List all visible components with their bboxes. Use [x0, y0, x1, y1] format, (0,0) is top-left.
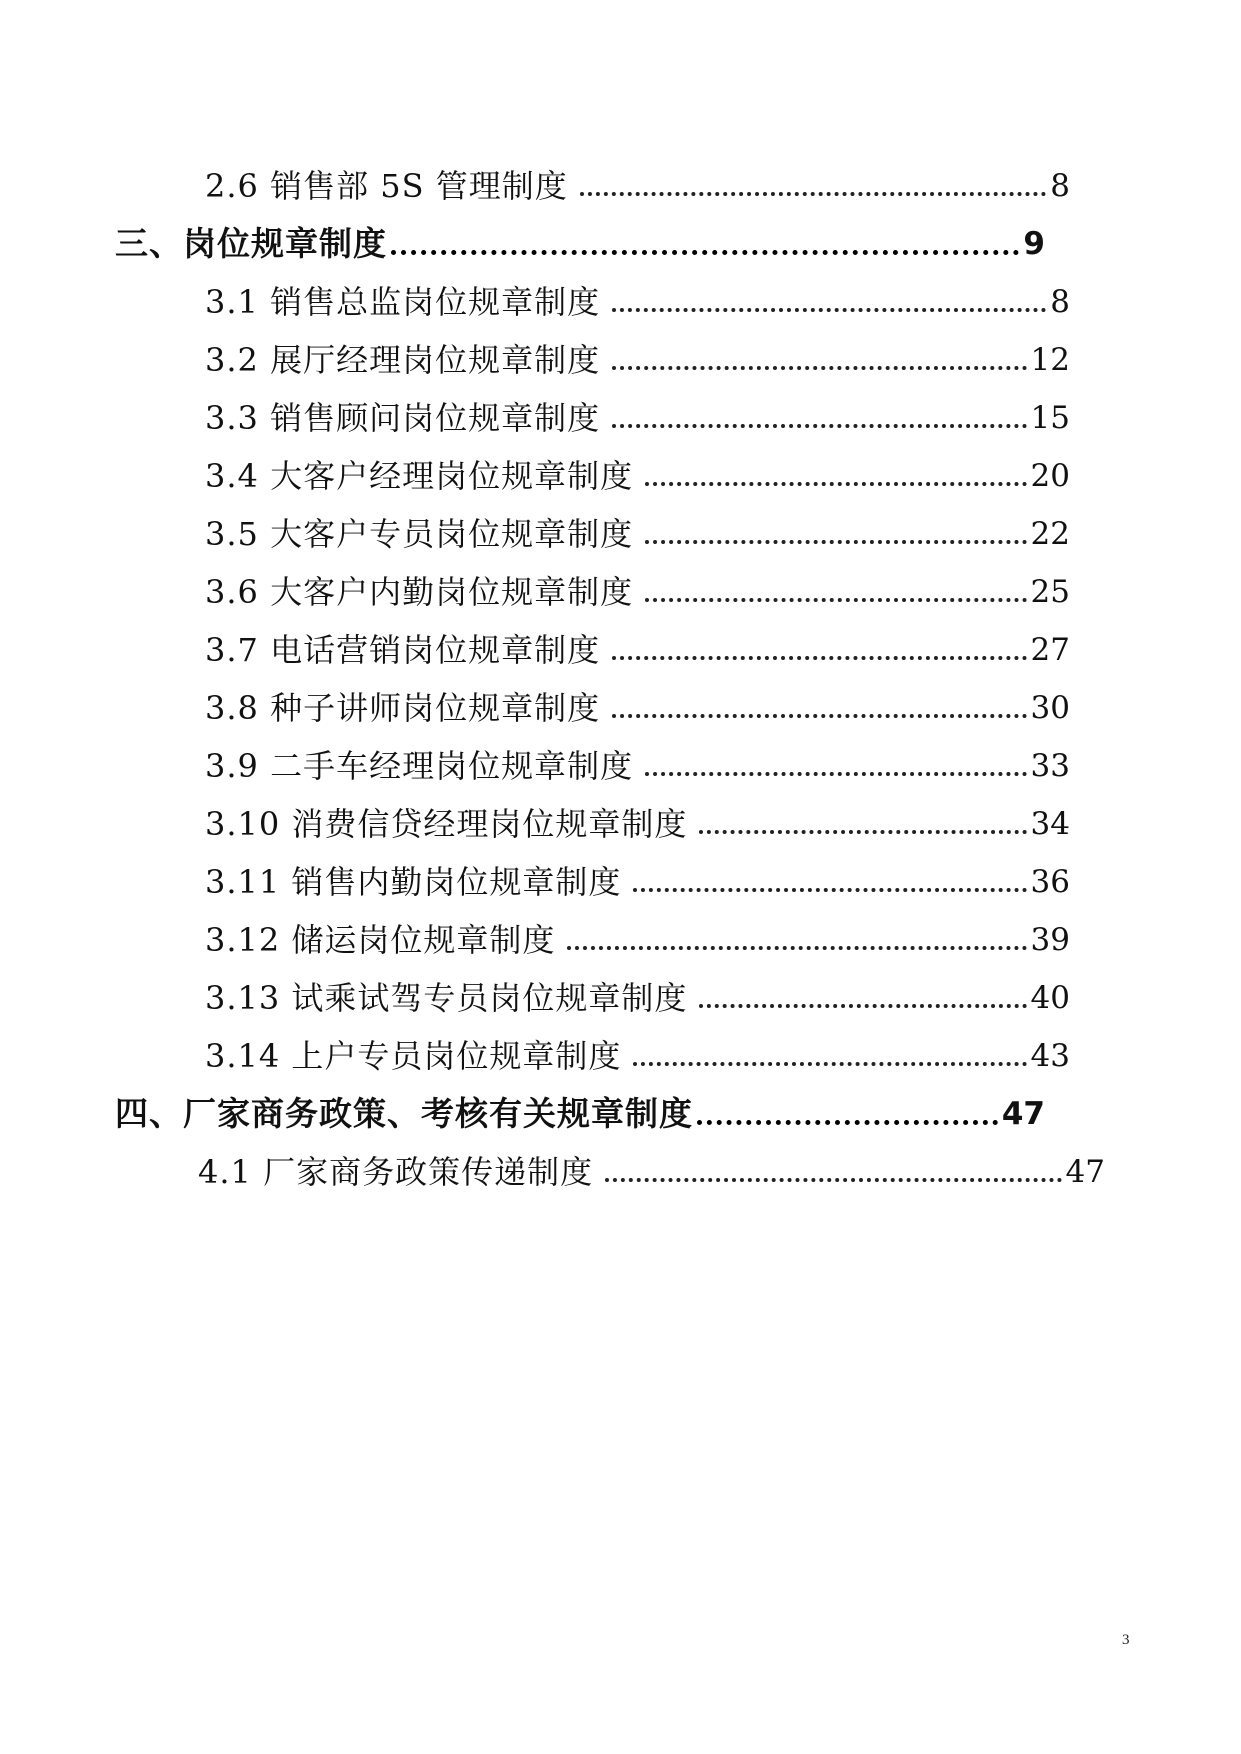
toc-entry-page: 33 — [1030, 748, 1070, 784]
toc-entry-title: 3.6 大客户内勤岗位规章制度 — [205, 573, 634, 611]
toc-leader-dots — [699, 1004, 1026, 1008]
toc-section-title: 三、岗位规章制度 — [115, 224, 387, 263]
toc-leader-dots — [391, 250, 1019, 255]
toc-entry-page: 8 — [1050, 168, 1070, 204]
toc-entry-page: 22 — [1030, 516, 1070, 552]
toc-entry[interactable] — [205, 162, 1070, 210]
toc-entry-page: 47 — [1065, 1154, 1105, 1190]
toc-entry-title: 4.1 厂家商务政策传递制度 — [198, 1153, 594, 1191]
toc-entry-title: 3.5 大客户专员岗位规章制度 — [205, 515, 634, 553]
toc-entry[interactable] — [205, 626, 1070, 674]
toc-leader-dots — [567, 946, 1026, 950]
toc-entry[interactable] — [198, 1148, 1105, 1196]
toc-leader-dots — [605, 1178, 1061, 1182]
toc-entry-page: 8 — [1050, 284, 1070, 320]
toc-entry-page: 15 — [1030, 400, 1070, 436]
toc-entry[interactable] — [205, 742, 1070, 790]
toc-entry[interactable] — [205, 916, 1070, 964]
toc-leader-dots — [697, 1120, 998, 1125]
toc-entry[interactable] — [205, 278, 1070, 326]
toc-entry[interactable] — [205, 336, 1070, 384]
toc-entry[interactable] — [205, 858, 1070, 906]
toc-entry[interactable] — [205, 974, 1070, 1022]
toc-entry-title: 3.13 试乘试驾专员岗位规章制度 — [205, 979, 688, 1017]
toc-entry-title: 2.6 销售部 5S 管理制度 — [205, 167, 568, 205]
toc-entry-page: 12 — [1030, 342, 1070, 378]
toc-entry-title: 3.10 消费信贷经理岗位规章制度 — [205, 805, 688, 843]
toc-entry-page: 40 — [1030, 980, 1070, 1016]
toc-section-entry[interactable] — [115, 220, 1045, 268]
toc-leader-dots — [612, 366, 1026, 370]
toc-entry-page: 25 — [1030, 574, 1070, 610]
toc-entry-page: 27 — [1030, 632, 1070, 668]
toc-leader-dots — [645, 482, 1026, 486]
toc-leader-dots — [645, 598, 1026, 602]
toc-entry-title: 3.9 二手车经理岗位规章制度 — [205, 747, 634, 785]
toc-section-title: 四、厂家商务政策、考核有关规章制度 — [115, 1094, 693, 1133]
toc-entry[interactable] — [205, 510, 1070, 558]
toc-section-page: 9 — [1023, 226, 1045, 262]
toc-entry-page: 43 — [1030, 1038, 1070, 1074]
toc-leader-dots — [580, 192, 1047, 196]
toc-entry-title: 3.11 销售内勤岗位规章制度 — [205, 863, 622, 901]
toc-entry-page: 30 — [1030, 690, 1070, 726]
toc-entry-title: 3.2 展厅经理岗位规章制度 — [205, 341, 601, 379]
page-number: 3 — [1122, 1632, 1130, 1648]
toc-entry[interactable] — [205, 452, 1070, 500]
toc-entry-page: 20 — [1030, 458, 1070, 494]
toc-entry[interactable] — [205, 394, 1070, 442]
toc-entry-title: 3.1 销售总监岗位规章制度 — [205, 283, 601, 321]
toc-entry[interactable] — [205, 1032, 1070, 1080]
toc-entry-title: 3.14 上户专员岗位规章制度 — [205, 1037, 622, 1075]
toc-entry-title: 3.8 种子讲师岗位规章制度 — [205, 689, 601, 727]
toc-leader-dots — [633, 888, 1026, 892]
toc-leader-dots — [699, 830, 1026, 834]
toc-leader-dots — [612, 656, 1026, 660]
toc-entry-title: 3.4 大客户经理岗位规章制度 — [205, 457, 634, 495]
toc-entry-title: 3.12 储运岗位规章制度 — [205, 921, 556, 959]
toc-leader-dots — [633, 1062, 1026, 1066]
toc-entry-title: 3.3 销售顾问岗位规章制度 — [205, 399, 601, 437]
toc-leader-dots — [612, 714, 1026, 718]
toc-entry-page: 39 — [1030, 922, 1070, 958]
toc-leader-dots — [612, 308, 1046, 312]
toc-leader-dots — [645, 540, 1026, 544]
toc-leader-dots — [612, 424, 1026, 428]
toc-entry-page: 34 — [1030, 806, 1070, 842]
toc-section-page: 47 — [1001, 1096, 1045, 1132]
toc-section-entry[interactable] — [115, 1090, 1045, 1138]
toc-entry[interactable] — [205, 800, 1070, 848]
toc-entry[interactable] — [205, 568, 1070, 616]
toc-leader-dots — [645, 772, 1026, 776]
toc-entry[interactable] — [205, 684, 1070, 732]
toc-entry-page: 36 — [1030, 864, 1070, 900]
toc-entry-title: 3.7 电话营销岗位规章制度 — [205, 631, 601, 669]
